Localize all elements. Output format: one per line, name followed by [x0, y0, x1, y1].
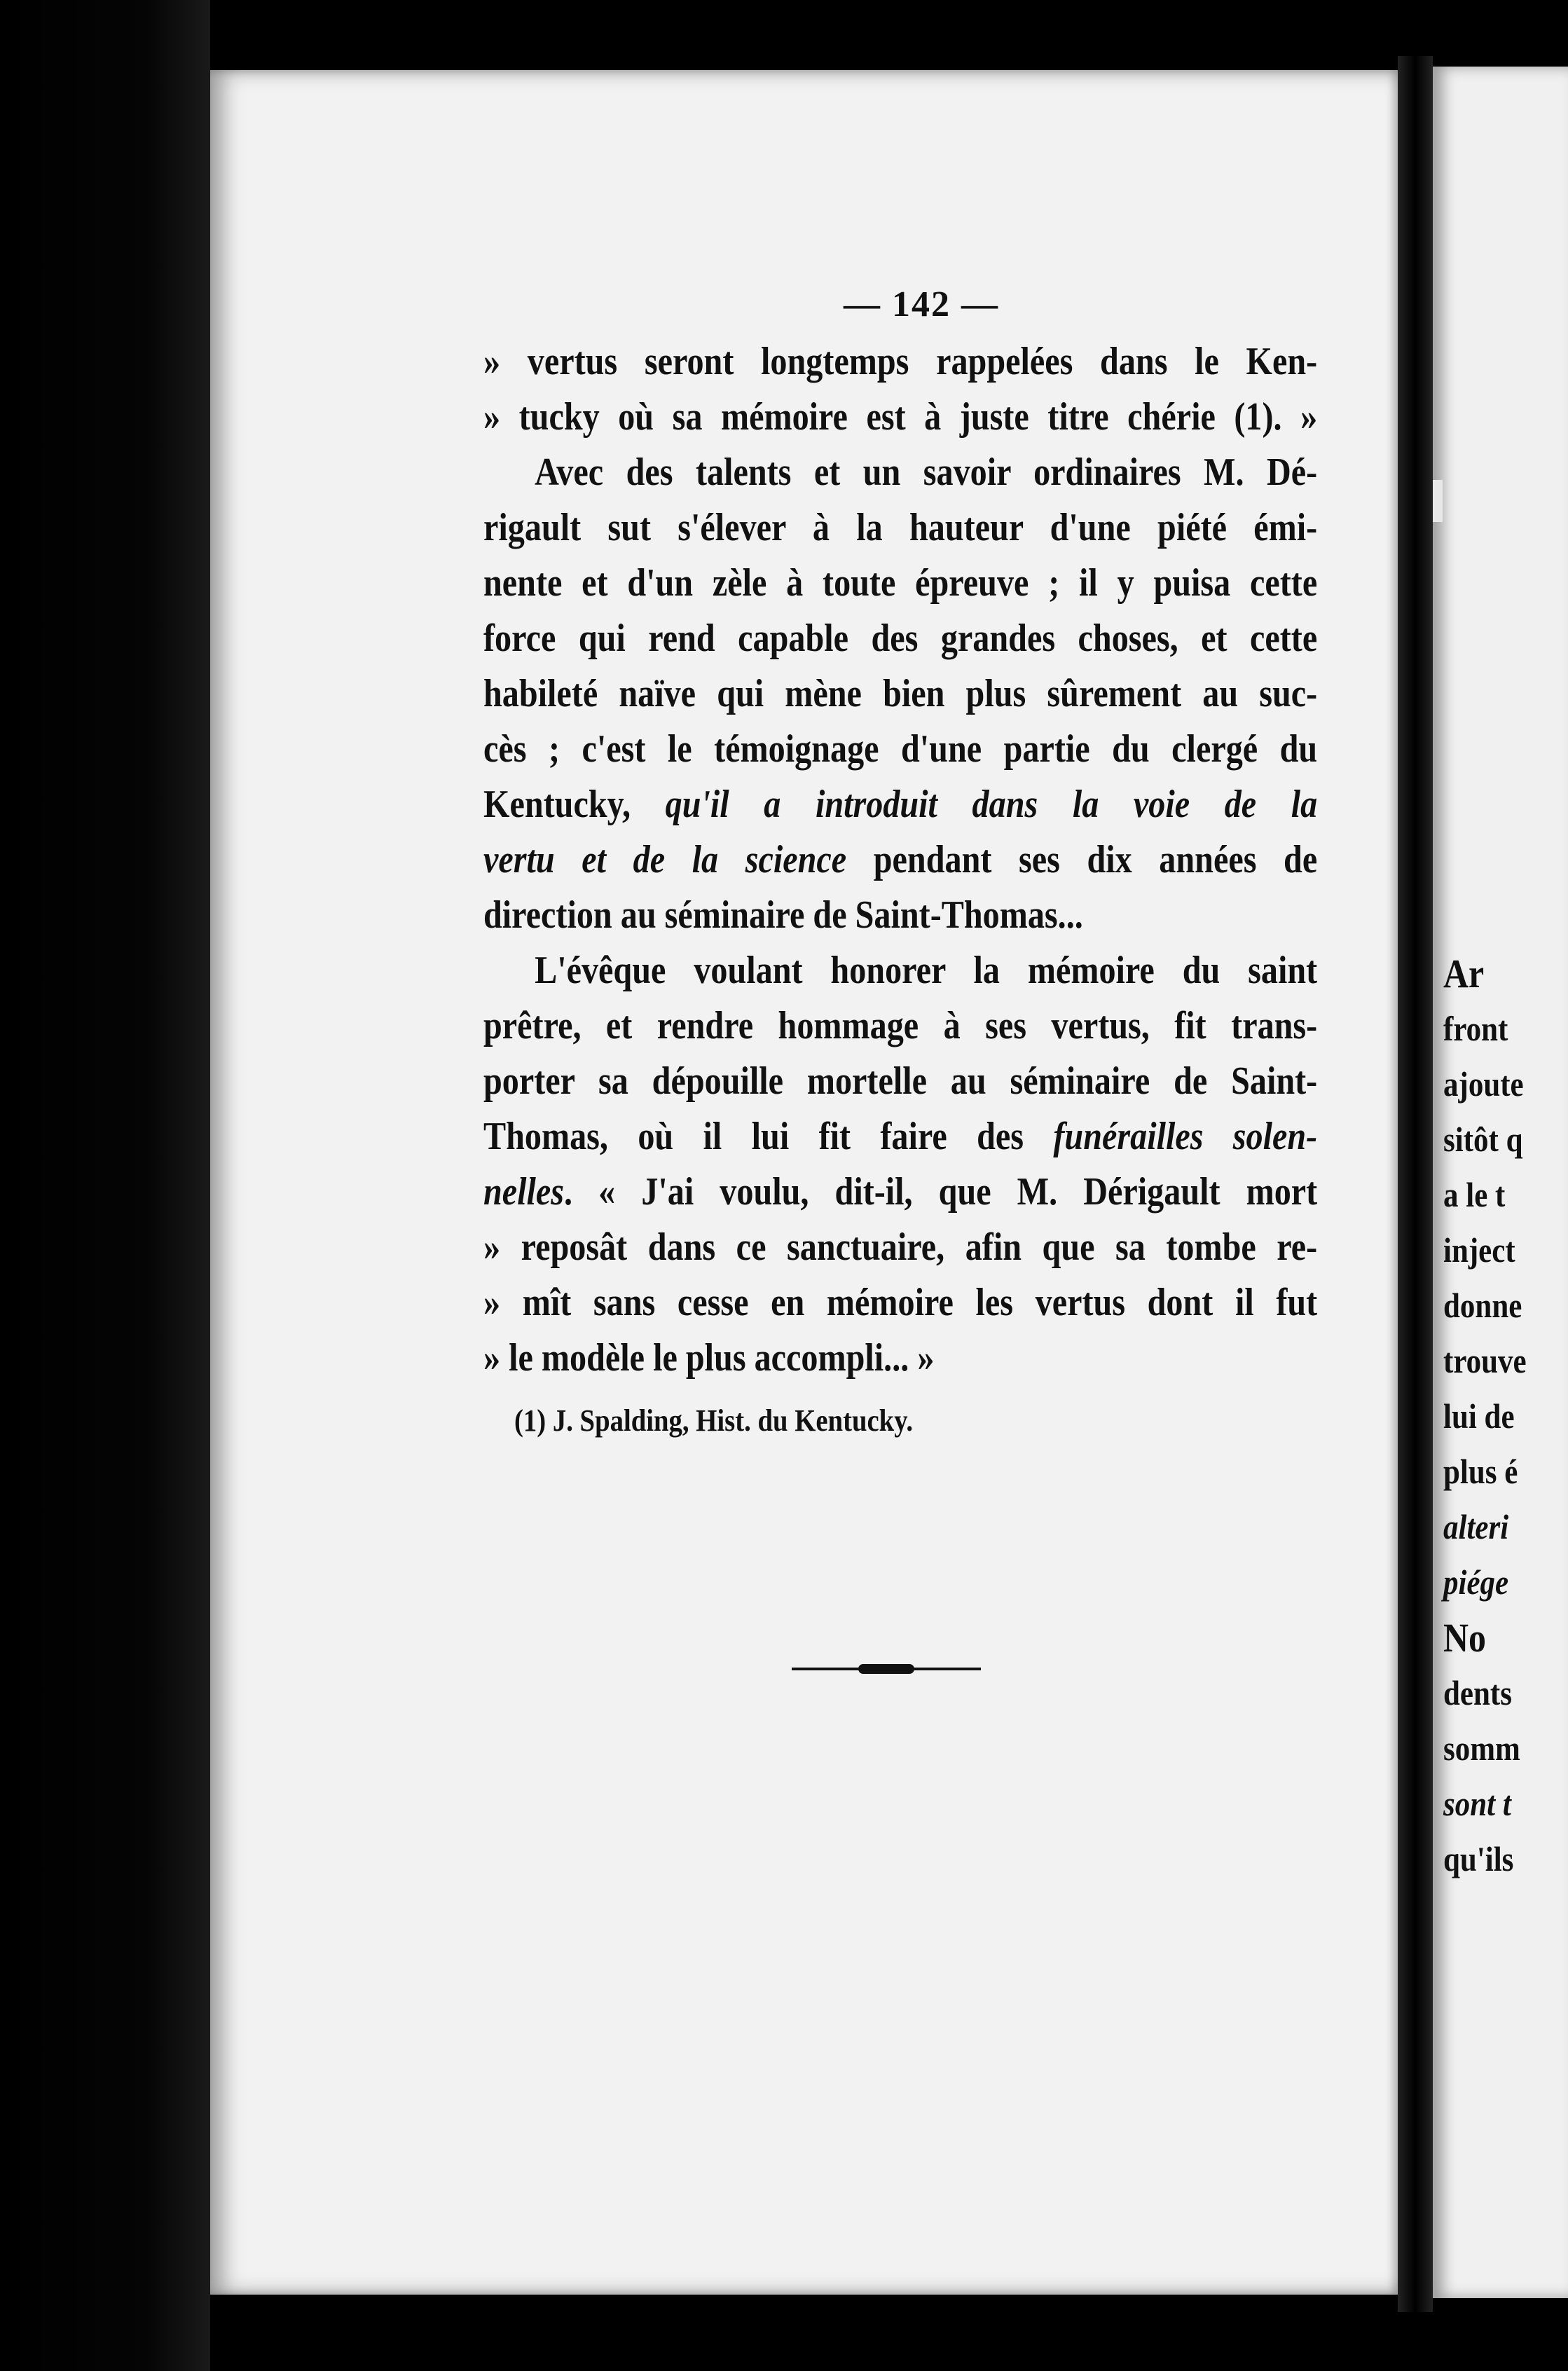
fragment-line: [1443, 1167, 1550, 1223]
text-line: [483, 1275, 1317, 1331]
text-segment: direction au séminaire de Saint-Thomas...: [483, 893, 1083, 937]
text-segment: nente et d'un zèle à toute épreuve ; il y puisa cette: [483, 561, 1318, 605]
text-line: [483, 1109, 1317, 1164]
text-line: [483, 888, 1317, 943]
text-segment: pendant ses dix années de: [846, 838, 1318, 881]
text-segment: habileté naïve qui mène bien plus sûrement au suc-: [483, 672, 1318, 715]
text-line: [483, 998, 1317, 1054]
page-edge-speck: [1433, 480, 1443, 522]
ornamental-rule: [792, 1664, 981, 1674]
fragment-line: [1443, 1610, 1550, 1665]
text-line: [483, 1220, 1317, 1275]
text-line: [483, 1164, 1317, 1220]
fragment-line: [1443, 1112, 1550, 1167]
fragment-text: plus é: [1443, 1452, 1518, 1491]
fragment-line: [1443, 1444, 1550, 1499]
rule-ornament: [858, 1664, 914, 1674]
fragment-text: alteri: [1443, 1507, 1509, 1546]
italic-text-segment: funérailles solen-: [1053, 1115, 1318, 1158]
text-line: [483, 1054, 1317, 1109]
fragment-line: [1443, 1665, 1550, 1721]
fragment-text: dents: [1443, 1673, 1512, 1712]
fragment-line: [1443, 1776, 1550, 1831]
book-gutter: [1398, 56, 1433, 2312]
fragment-line: [1443, 1333, 1550, 1389]
fragment-text: No: [1443, 1615, 1486, 1661]
text-segment: prêtre, et rendre hommage à ses vertus, fit trans-: [483, 1004, 1318, 1047]
scan-border-left: [0, 0, 210, 2371]
right-page-text: [1443, 946, 1568, 1887]
fragment-text: sont t: [1443, 1784, 1511, 1823]
text-line: [483, 943, 1317, 998]
text-line: [483, 500, 1317, 556]
italic-text-segment: qu'il a introduit dans la voie de la: [665, 783, 1318, 826]
fragment-line: [1443, 1057, 1550, 1112]
text-segment: » vertus seront longtemps rappelées dans le Ken-: [483, 340, 1318, 383]
fragment-text: inject: [1443, 1230, 1515, 1270]
text-segment: . « J'ai voulu, dit-il, que M. Dérigault mort: [564, 1170, 1318, 1214]
fragment-line: [1443, 1499, 1550, 1555]
text-segment: L'évêque voulant honorer la mémoire du saint: [535, 949, 1318, 992]
fragment-line: [1443, 1278, 1550, 1333]
fragment-line: [1443, 1831, 1550, 1887]
text-segment: Kentucky,: [483, 783, 666, 826]
text-segment: Thomas, où il lui fit faire des: [483, 1115, 1054, 1158]
text-segment: cès ; c'est le témoignage d'une partie du clergé du: [483, 727, 1318, 771]
text-line: [483, 832, 1317, 888]
text-segment: » le modèle le plus accompli... »: [483, 1336, 935, 1380]
text-segment: » tucky où sa mémoire est à juste titre chérie (1). »: [483, 395, 1318, 439]
text-line: [483, 445, 1317, 500]
fragment-line: [1443, 1001, 1550, 1057]
fragment-text: ajoute: [1443, 1064, 1524, 1104]
text-segment: rigault sut s'élever à la hauteur d'une piété émi-: [483, 506, 1318, 549]
text-line: [483, 390, 1317, 445]
text-line: [483, 1331, 1317, 1386]
fragment-text: donne: [1443, 1286, 1522, 1325]
text-segment: porter sa dépouille mortelle au séminaire de Saint-: [483, 1059, 1318, 1103]
fragment-text: trouve: [1443, 1341, 1527, 1380]
text-line: [483, 722, 1317, 777]
fragment-line: [1443, 1389, 1550, 1444]
fragment-text: somm: [1443, 1729, 1520, 1768]
fragment-text: Ar: [1443, 951, 1485, 996]
fragment-text: piége: [1443, 1562, 1509, 1602]
text-segment: » reposât dans ce sanctuaire, afin que sa tombe re-: [483, 1225, 1318, 1269]
text-line: [483, 777, 1317, 832]
body-text: [483, 334, 1317, 1386]
fragment-text: front: [1443, 1009, 1508, 1048]
italic-text-segment: nelles: [483, 1170, 565, 1214]
fragment-text: sitôt q: [1443, 1120, 1523, 1159]
italic-text-segment: vertu et de la science: [483, 838, 847, 881]
fragment-text: qu'ils: [1443, 1839, 1514, 1878]
left-page-text: [483, 284, 1317, 1442]
text-line: [483, 666, 1317, 722]
text-segment: force qui rend capable des grandes choses, et cette: [483, 617, 1318, 660]
page-number: — 142 —: [844, 284, 999, 324]
text-line: [483, 334, 1317, 390]
text-line: [483, 611, 1317, 666]
footnote: (1) J. Spalding, Hist. du Kentucky.: [514, 1403, 914, 1438]
text-segment: Avec des talents et un savoir ordinaires M. Dé-: [535, 451, 1318, 494]
fragment-line: [1443, 1223, 1550, 1278]
fragment-line: [1443, 1555, 1550, 1610]
fragment-text: lui de: [1443, 1396, 1515, 1436]
text-line: [483, 556, 1317, 611]
text-segment: » mît sans cesse en mémoire les vertus dont il fut: [483, 1281, 1318, 1324]
fragment-text: a le t: [1443, 1175, 1506, 1214]
fragment-line: [1443, 1721, 1550, 1776]
fragment-line: [1443, 946, 1550, 1001]
